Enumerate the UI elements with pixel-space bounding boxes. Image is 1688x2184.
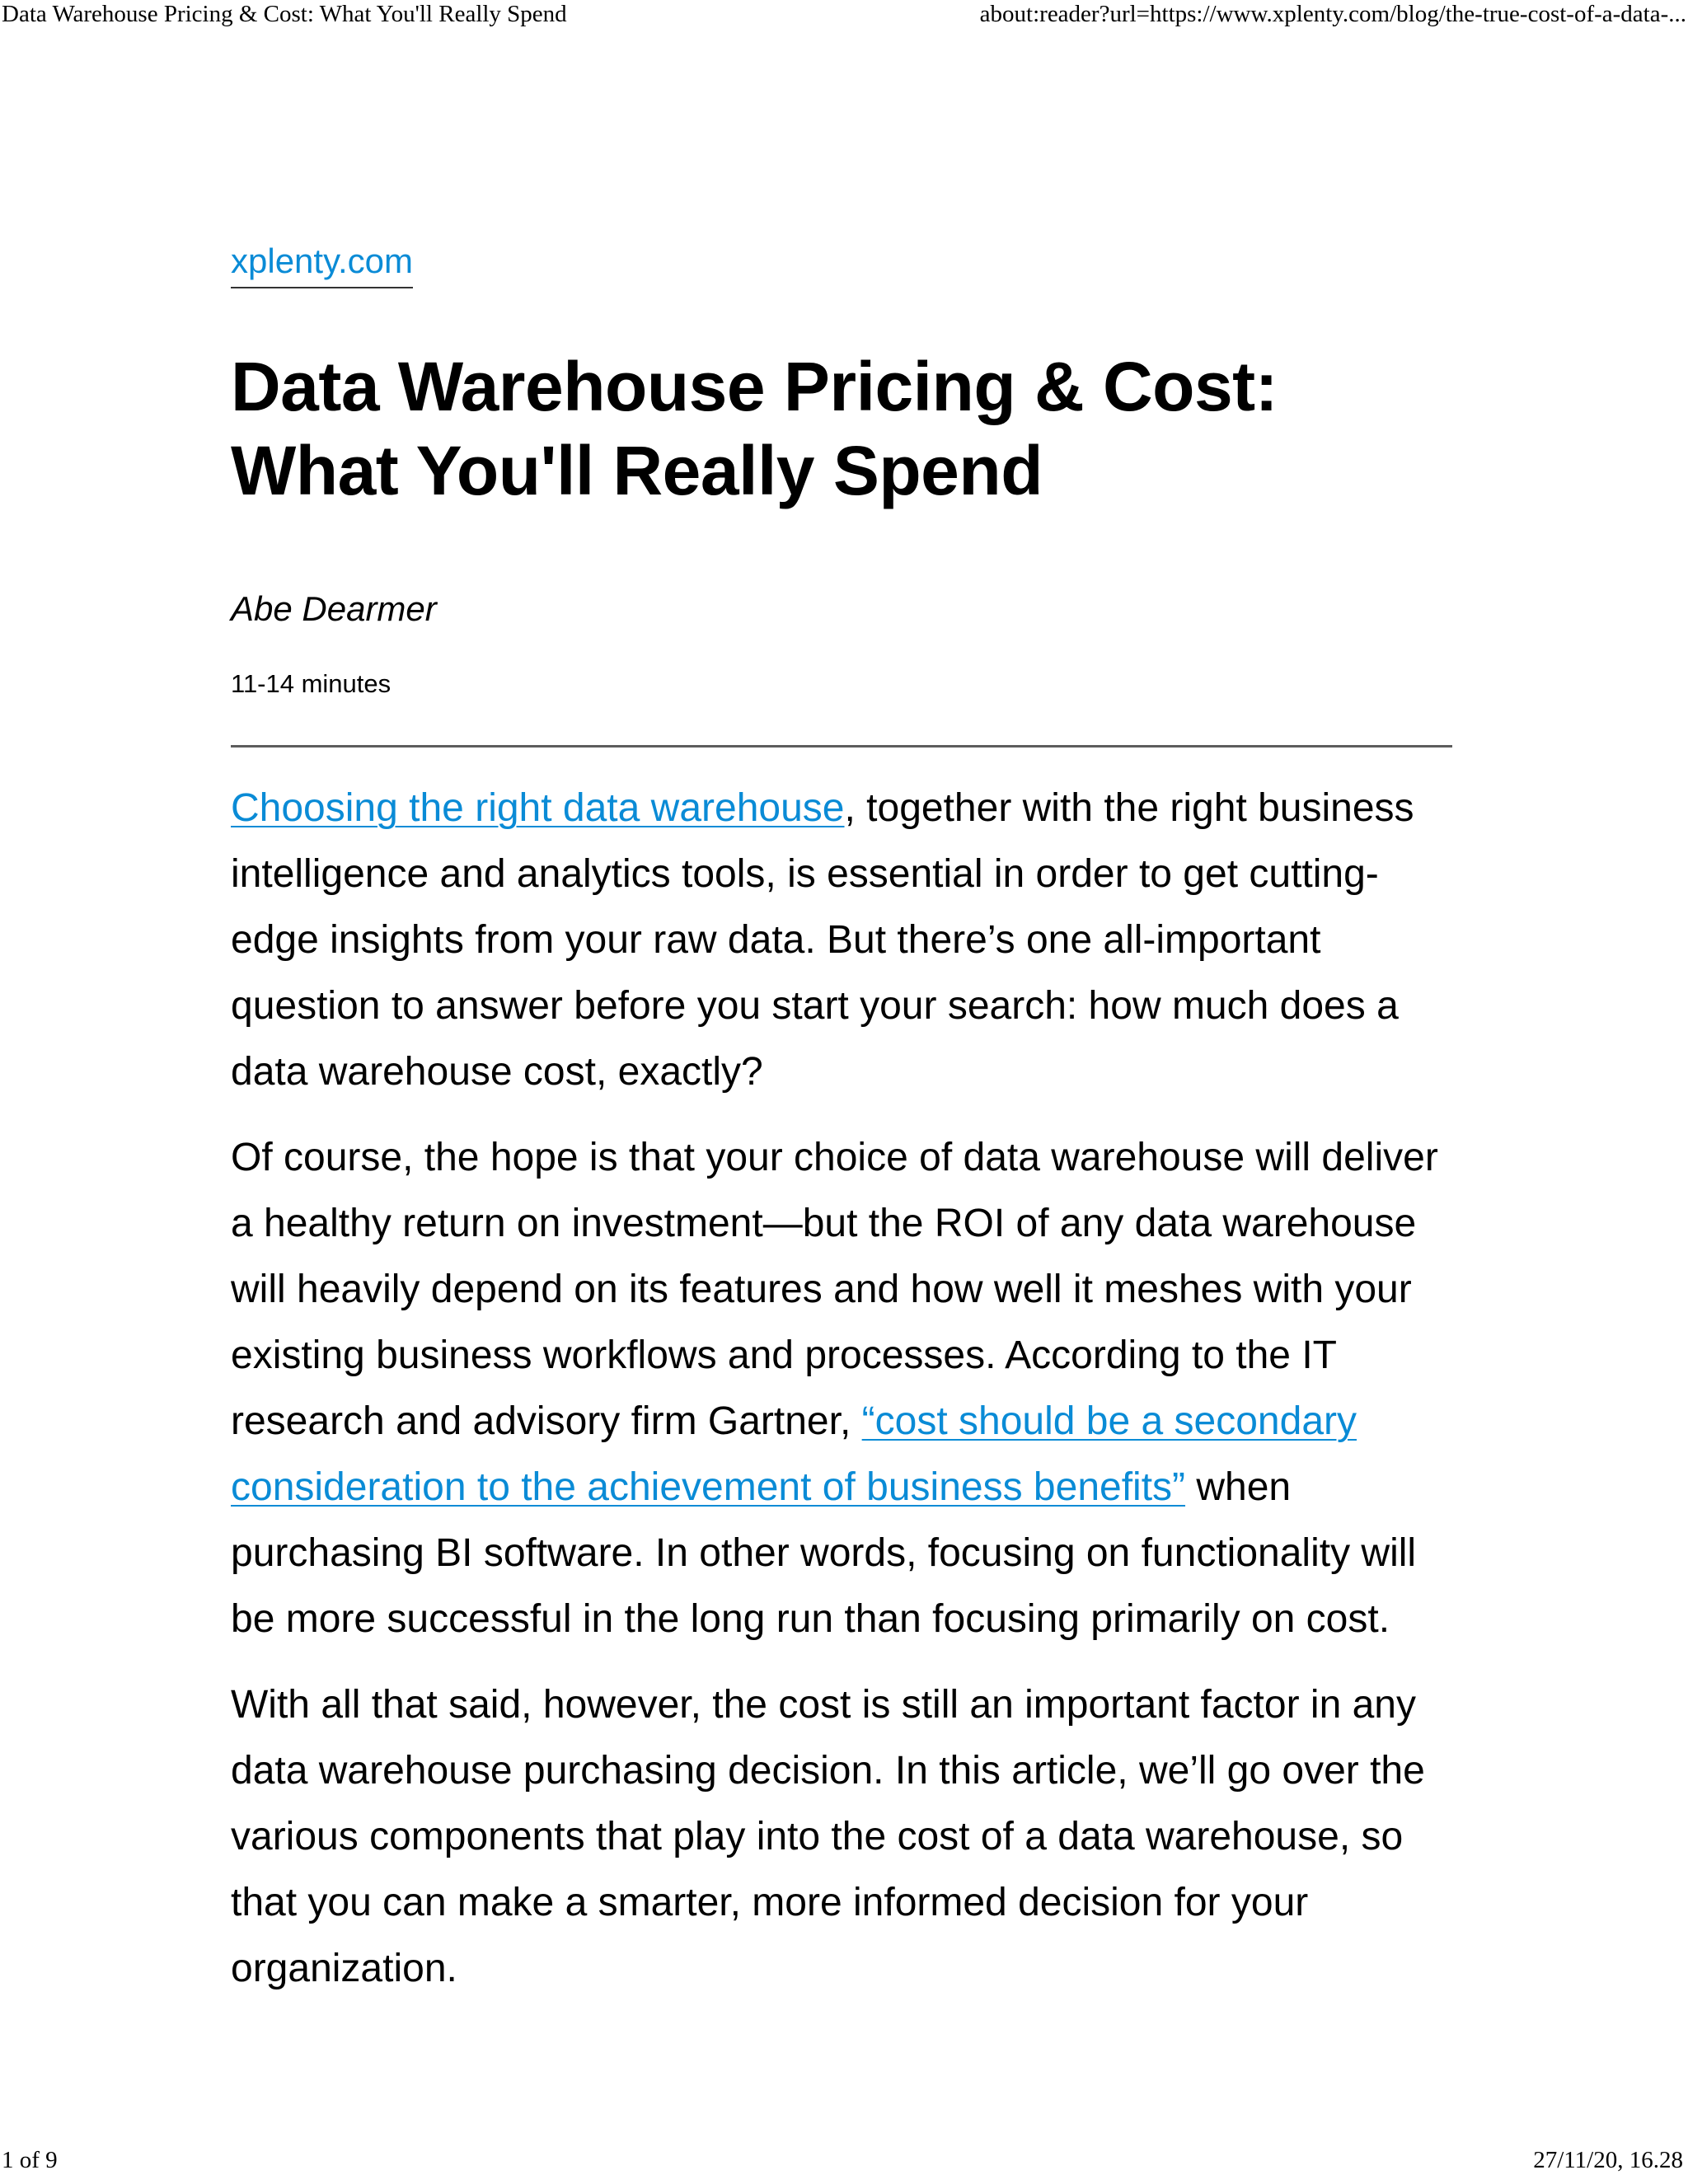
page-indicator: 1 of 9	[2, 2147, 58, 2173]
gartner-quote-link[interactable]: “cost should be a secondary consideration to the achievement of business benefits”	[231, 1399, 1357, 1509]
paragraph-1	[231, 776, 1452, 1105]
reader-article	[231, 239, 1451, 2022]
print-timestamp: 27/11/20, 16.28	[1533, 2147, 1683, 2173]
paragraph-3	[231, 1672, 1452, 2002]
header-divider	[231, 745, 1452, 748]
paragraph-1-text: , together with the right business intelligence and analytics tools, is essential in order to get cutting-edge insights from your raw data. But there’s one all-important question to answer before you start your search: how much does a data warehouse cost, exactly?	[231, 786, 1414, 1094]
print-header	[0, 0, 1688, 33]
paragraph-2-text-after: when purchasing BI software. In other words, focusing on functionality will be more successful in the long run than focusing primarily on cost.	[231, 1465, 1417, 1641]
source-domain-link[interactable]: xplenty.com	[231, 239, 413, 288]
article-author: Abe Dearmer	[231, 589, 437, 628]
choosing-data-warehouse-link[interactable]: Choosing the right data warehouse	[231, 786, 845, 830]
article-title: Data Warehouse Pricing & Cost: What You'll Really Spend	[231, 348, 1278, 509]
print-header-title: Data Warehouse Pricing & Cost: What You'll Really Spend	[2, 1, 567, 27]
reading-time: 11-14 minutes	[231, 669, 392, 698]
print-header-url: about:reader?url=https://www.xplenty.com/blog/the-true-cost-of-a-data-...	[979, 1, 1686, 27]
paragraph-3-text: With all that said, however, the cost is still an important factor in any data warehouse purchasing decision. In this article, we’ll go over the various components that play into the cost of a data warehouse, so that you can make a smarter, more informed decision for your organization.	[231, 1683, 1425, 1990]
print-footer	[0, 2146, 1688, 2179]
paragraph-2	[231, 1125, 1452, 1652]
paragraph-2-text-before: Of course, the hope is that your choice of data warehouse will deliver a healthy return on investment—but the ROI of any data warehouse will heavily depend on its features and how well it meshes with your existing business workflows and processes. According to the IT research and advisory firm Gartner,	[231, 1136, 1438, 1443]
article-content	[231, 776, 1451, 2002]
